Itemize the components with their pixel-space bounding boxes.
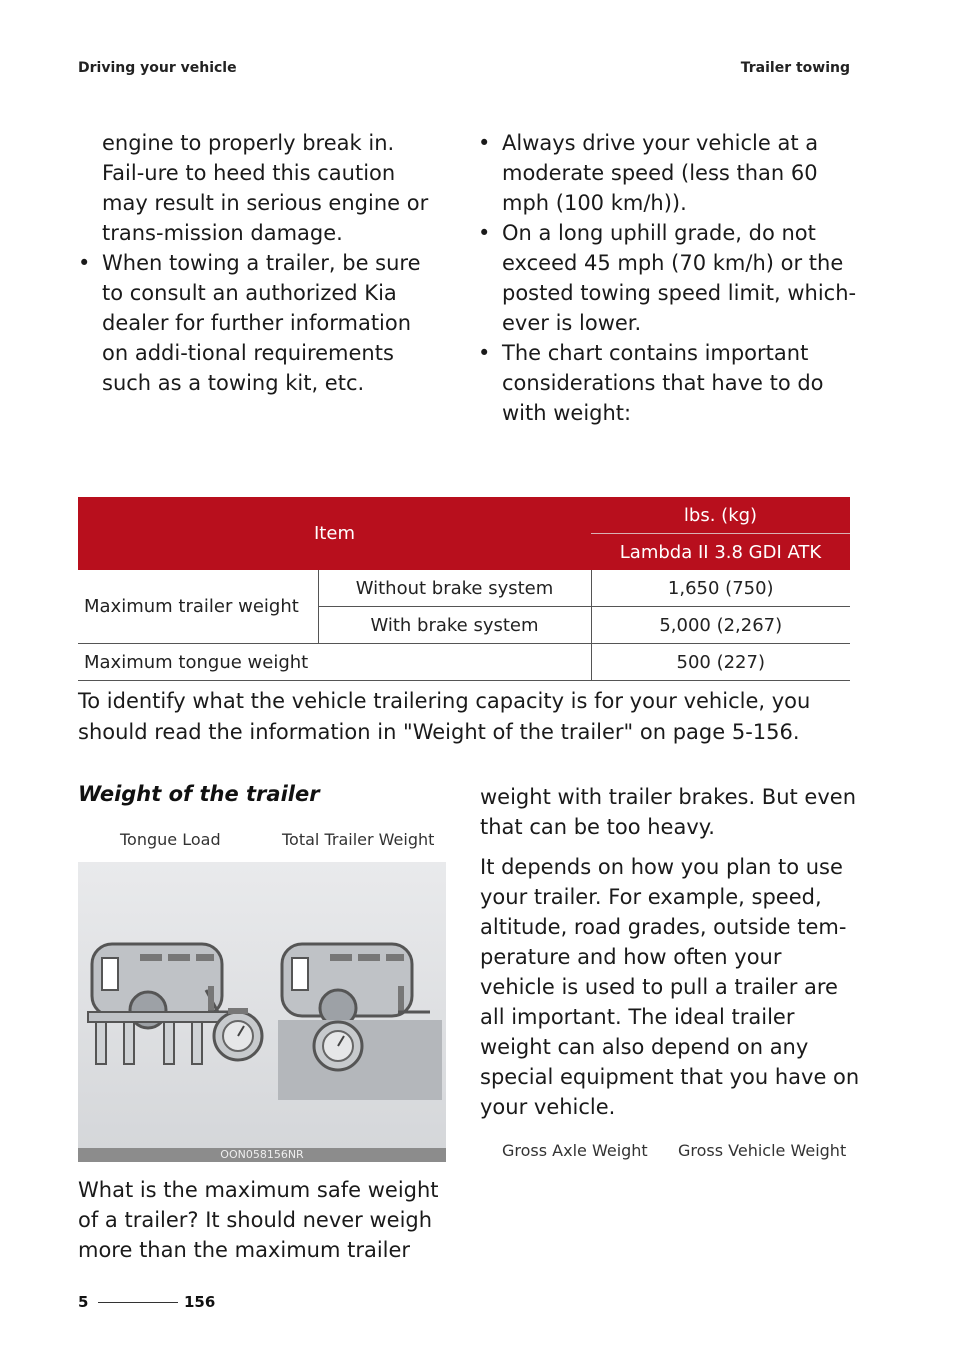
bullet-text: Always drive your vehicle at a moderate speed (less than 60 mph (100 km/h)). [502,131,819,215]
capacity-note: To identify what the vehicle trailering capacity is for your vehicle, you should read the information in "Weight of the trailer" on page 5-156. [78,689,811,744]
bullet-icon: • [478,221,491,245]
continued-paragraph: engine to properly break in. Fail-ure to heed this caution may result in serious engine or trans-mission damage. [102,131,429,245]
footer-chapter-number: 5 [78,1293,89,1311]
bullet-item [78,248,438,398]
body-paragraph: What is the maximum safe weight of a trailer? It should never weigh more than the maximum trailer [78,1178,439,1262]
table-row [78,570,850,607]
bullet-item [478,338,858,428]
table-sub-label: With brake system [318,607,591,644]
table-value: 5,000 (2,267) [591,607,850,644]
right-column-top [478,128,858,428]
table-row [78,644,850,681]
trailer-weight-illustration [78,862,446,1162]
figure-label-gross-axle-weight: Gross Axle Weight [502,1141,648,1160]
bullet-item [478,128,858,218]
figure-label-gross-vehicle-weight: Gross Vehicle Weight [678,1141,847,1160]
left-column-top [78,128,438,398]
figure-code: OON058156NR [78,1148,446,1162]
header-topic-title: Trailer towing [740,60,850,76]
footer-page-number: 156 [184,1293,216,1311]
header-section-title: Driving your vehicle [78,60,237,76]
bullet-text: The chart contains important considerations that have to do with weight: [502,341,824,425]
table-row-label: Maximum tongue weight [78,644,591,681]
bullet-icon: • [478,341,491,365]
section-heading: Weight of the trailer [78,782,320,806]
bullet-icon: • [478,131,491,155]
bullet-text: When towing a trailer, be sure to consult an authorized Kia dealer for further information on addi-tional requirements such as a towing kit, etc. [102,251,421,395]
towing-spec-table [78,497,850,681]
table-header-item: Item [78,497,591,570]
table-sub-label: Without brake system [318,570,591,607]
right-column-bottom [480,782,860,1122]
left-column-bottom [78,1175,448,1265]
table-row-label: Maximum trailer weight [78,570,318,644]
body-paragraph: It depends on how you plan to use your trailer. For example, speed, altitude, road grades, outside tem-perature and how often your vehicle is used to pull a trailer are all important. The ideal trailer weight can also depend on any special equipment that you have on your vehicle. [480,855,860,1119]
footer-divider [98,1302,178,1303]
table-header-unit: lbs. (kg) [591,497,850,534]
bullet-item [478,218,858,338]
table-value: 1,650 (750) [591,570,850,607]
bullet-icon: • [78,251,91,275]
bullet-text: On a long uphill grade, do not exceed 45 mph (70 km/h) or the posted towing speed limit, which-ever is lower. [502,221,857,335]
figure-label-total-weight: Total Trailer Weight [282,830,435,849]
body-paragraph: weight with trailer brakes. But even that can be too heavy. [480,785,857,839]
figure-label-tongue-load: Tongue Load [120,830,221,849]
table-header-model: Lambda II 3.8 GDI ATK [591,534,850,571]
table-value: 500 (227) [591,644,850,681]
